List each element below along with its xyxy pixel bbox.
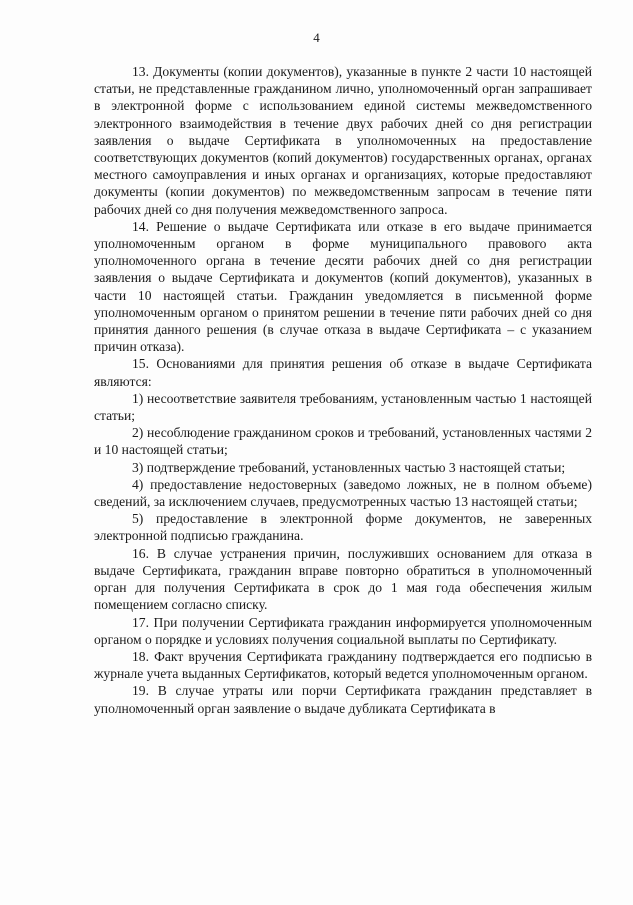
list-item-5: 5) предоставление в электронной форме документов, не заверенных электронной подписью гражданина.	[94, 511, 592, 544]
paragraph-15: 15. Основаниями для принятия решения об отказе в выдаче Сертификата являются:	[94, 356, 592, 389]
list-item-2: 2) несоблюдение гражданином сроков и требований, установленных частями 2 и 10 настоящей статьи;	[94, 425, 592, 458]
list-item-3: 3) подтверждение требований, установленных частью 3 настоящей статьи;	[132, 459, 566, 475]
paragraph-17: 17. При получении Сертификата гражданин информируется уполномоченным органом о порядке и условиях получения социальной выплаты по Сертификату.	[94, 614, 592, 647]
paragraph-14: 14. Решение о выдаче Сертификата или отказе в его выдаче принимается уполномоченным органом в форме муниципального правового акта уполномоченного органа в течение десяти рабочих дней со дня регистрации заявления о выдаче Сертификата и документов (копий документов), указанных в части 10 настоящей статьи. Гражданин уведомляется в письменной форме уполномоченным органом о принятом решении в течение пяти рабочих дней со дня принятия данного решения (в случае отказа в выдаче Сертификата – с указанием причин отказа).	[94, 218, 592, 355]
page-number: 4	[313, 30, 320, 45]
list-item-4: 4) предоставление недостоверных (заведомо ложных, не в полном объеме) сведений, за исключением случаев, предусмотренных частью 13 настоящей статьи;	[94, 476, 592, 510]
paragraph-19: 19. В случае утраты или порчи Сертификата гражданин представляет в уполномоченный орган заявление о выдаче дубликата Сертификата в	[94, 683, 592, 716]
paragraph-18: 18. Факт вручения Сертификата гражданину подтверждается его подписью в журнале учета выданных Сертификатов, который ведется уполномоченным органом.	[94, 648, 592, 682]
paragraph-16: 16. В случае устранения причин, послуживших основанием для отказа в выдаче Сертификата, гражданин вправе повторно обратиться в уполномоченный орган для получения Сертификата в срок до 1 мая года обеспечения жилым помещением согласно списку.	[94, 545, 592, 613]
document-body	[94, 63, 592, 717]
list-item-1: 1) несоответствие заявителя требованиям, установленным частью 1 настоящей статьи;	[94, 390, 592, 424]
paragraph-13: 13. Документы (копии документов), указанные в пункте 2 части 10 настоящей статьи, не представленные гражданином лично, уполномоченный орган запрашивает в электронной форме с использованием единой системы межведомственного электронного взаимодействия в течение двух рабочих дней со дня регистрации заявления о выдаче Сертификата в уполномоченных на предоставление соответствующих документов (копий документов) государственных органах, органах местного самоуправления и иных органах и организациях, которые предоставляют документы (копии документов) по межведомственным запросам в течение пяти рабочих дней со дня получения межведомственного запроса.	[94, 64, 592, 217]
